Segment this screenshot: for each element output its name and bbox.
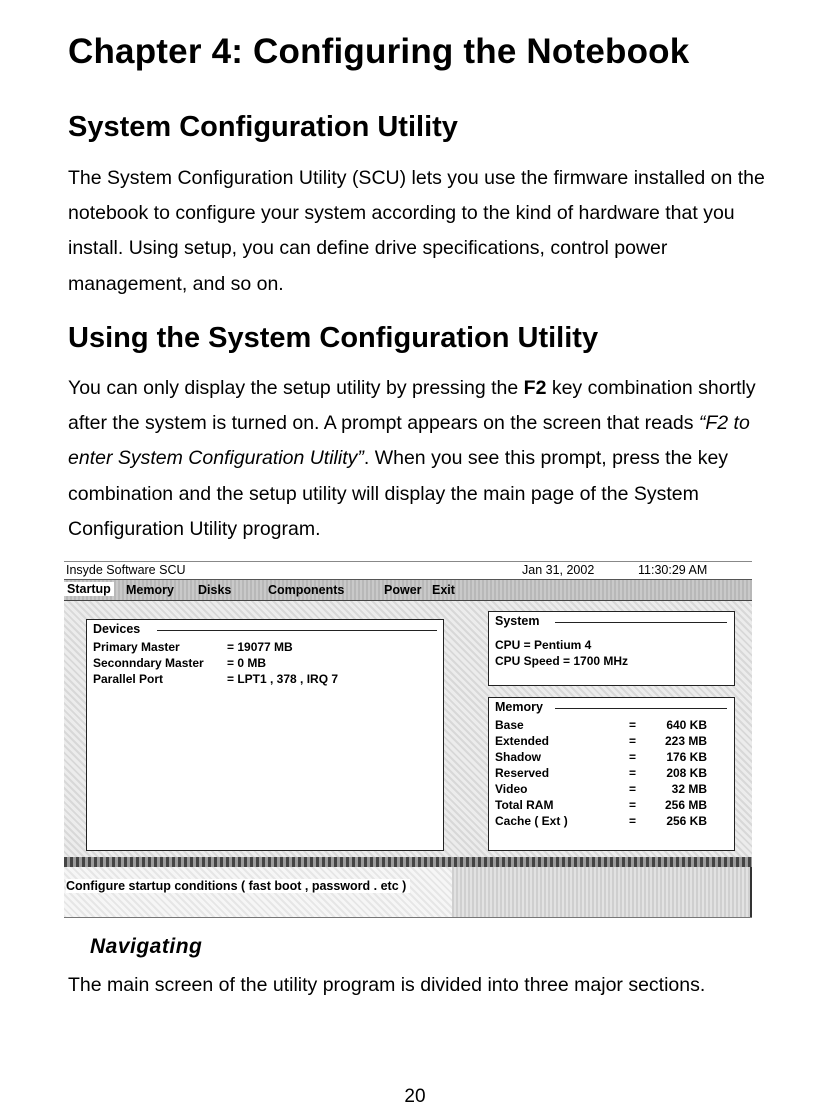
menu-disks[interactable]: Disks: [198, 583, 232, 597]
memory-label: Base: [495, 718, 524, 732]
scu-divider-strip: [64, 857, 752, 867]
scu-status-message: Configure startup conditions ( fast boot , password . etc ): [66, 879, 410, 893]
device-value: = 19077 MB: [227, 640, 293, 654]
device-value: = 0 MB: [227, 656, 267, 670]
scu-screenshot: [64, 561, 752, 917]
scu-status-bar: [64, 867, 752, 918]
f2-key: F2: [523, 377, 547, 399]
device-label: Parallel Port: [93, 672, 164, 686]
memory-label: Cache ( Ext ): [495, 814, 568, 828]
navigating-heading: Navigating: [90, 935, 203, 958]
memory-label: Total RAM: [495, 798, 554, 812]
memory-eq: =: [629, 734, 637, 748]
menu-exit[interactable]: Exit: [432, 583, 455, 597]
menu-components[interactable]: Components: [268, 583, 345, 597]
section-using-scu-paragraph: You can only display the setup utility by pressing the F2 key combination shortly after the system is turned on. A prompt appears on the screen that reads “F2 to enter System Configuration Utility”. When you see this prompt, press the key combination and the setup utility will display the main page of the System Configuration Utility program.: [68, 377, 756, 540]
memory-eq: =: [629, 798, 637, 812]
menu-startup[interactable]: Startup: [64, 582, 114, 596]
memory-panel: [488, 697, 735, 851]
memory-label: Reserved: [495, 766, 550, 780]
menu-memory[interactable]: Memory: [126, 583, 174, 597]
memory-title: Memory: [495, 700, 543, 714]
system-panel: [488, 611, 735, 686]
scu-time: 11:30:29 AM: [638, 563, 708, 577]
device-label: Seconndary Master: [93, 656, 204, 670]
navigating-paragraph: The main screen of the utility program is divided into three major sections.: [68, 974, 706, 996]
memory-value: 176 KB: [666, 750, 707, 764]
memory-label: Extended: [495, 734, 550, 748]
device-value: = LPT1 , 378 , IRQ 7: [227, 672, 339, 686]
memory-eq: =: [629, 766, 637, 780]
memory-eq: =: [629, 814, 637, 828]
cpu-speed: CPU Speed = 1700 MHz: [495, 654, 629, 668]
prompt-text: “F2 to enter System Configuration Utility”: [68, 412, 750, 470]
section-heading-using-scu: Using the System Configuration Utility: [68, 322, 599, 354]
scu-menu-bar: [64, 580, 752, 601]
scu-date: Jan 31, 2002: [522, 563, 595, 577]
memory-value: 223 MB: [664, 734, 707, 748]
cpu-type: CPU = Pentium 4: [495, 638, 592, 652]
devices-panel: [86, 619, 444, 851]
scu-vendor: Insyde Software SCU: [66, 563, 186, 577]
section-heading-scu: System Configuration Utility: [68, 111, 458, 143]
scu-body: [64, 601, 752, 867]
memory-value: 640 KB: [666, 718, 707, 732]
scu-title-bar: [64, 561, 752, 580]
memory-value: 32 MB: [671, 782, 707, 796]
memory-eq: =: [629, 718, 637, 732]
chapter-title: Chapter 4: Configuring the Notebook: [68, 32, 690, 71]
menu-power[interactable]: Power: [384, 583, 422, 597]
memory-eq: =: [629, 782, 637, 796]
section-scu-paragraph: The System Configuration Utility (SCU) lets you use the firmware installed on the notebook to configure your system according to the kind of hardware that you install. Using setup, you can define drive specifications, control power management, and so on.: [68, 167, 765, 295]
memory-value: 256 MB: [664, 798, 707, 812]
page-number: 20: [404, 1086, 426, 1107]
device-label: Primary Master: [93, 640, 180, 654]
memory-label: Shadow: [495, 750, 542, 764]
memory-value: 208 KB: [666, 766, 707, 780]
system-title: System: [495, 614, 540, 628]
devices-title: Devices: [93, 622, 141, 636]
memory-value: 256 KB: [666, 814, 707, 828]
memory-label: Video: [495, 782, 528, 796]
memory-eq: =: [629, 750, 637, 764]
